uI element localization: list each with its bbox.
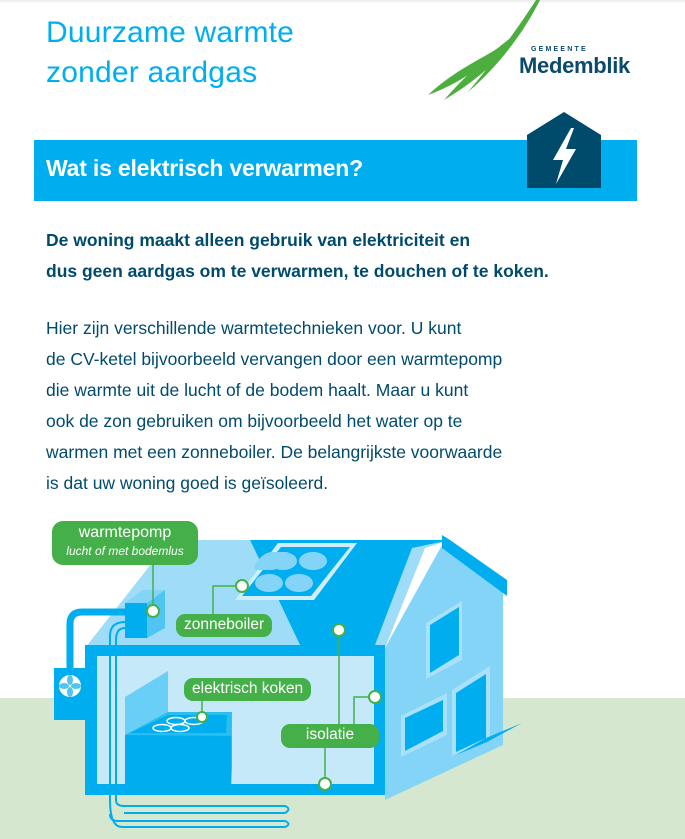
body-line: Hier zijn verschillende warmtetechnieken voor. U kunt	[46, 318, 462, 338]
section-title: Wat is elektrisch verwarmen?	[46, 155, 363, 181]
lead-line: De woning maakt alleen gebruik van elektriciteit en	[46, 230, 471, 250]
label-elektrisch-koken: elektrisch koken	[184, 678, 311, 701]
body-line: die warmte uit de lucht of de bodem haalt. Maar u kunt	[46, 380, 469, 400]
lead-line: dus geen aardgas om te verwarmen, te douchen of te koken.	[46, 261, 549, 281]
label-isolatie: isolatie	[281, 724, 379, 748]
body-line: warmen met een zonneboiler. De belangrijkste voorwaarde	[46, 442, 503, 462]
title-line-2: zonder aardgas	[46, 56, 258, 89]
logo-name: Medemblik	[519, 53, 630, 78]
body-paragraph	[46, 313, 646, 499]
page-title	[46, 13, 294, 93]
house-lightning-icon	[527, 112, 601, 188]
title-line-1: Duurzame warmte	[46, 16, 295, 49]
label-warmtepomp-subtitle: lucht of met bodemlus	[66, 544, 184, 558]
body-line: de CV-ketel bijvoorbeeld vervangen door een warmtepomp	[46, 349, 503, 369]
body-line: ook de zon gebruiken om bijvoorbeeld het water op te	[46, 411, 463, 431]
body-line: is dat uw woning goed is geïsoleerd.	[46, 473, 329, 493]
label-warmtepomp-title: warmtepomp	[78, 524, 172, 541]
logo-small-text: GEMEENTE	[531, 46, 588, 53]
label-warmtepomp	[52, 521, 198, 565]
lead-paragraph	[46, 225, 646, 287]
label-zonneboiler: zonneboiler	[176, 614, 272, 637]
